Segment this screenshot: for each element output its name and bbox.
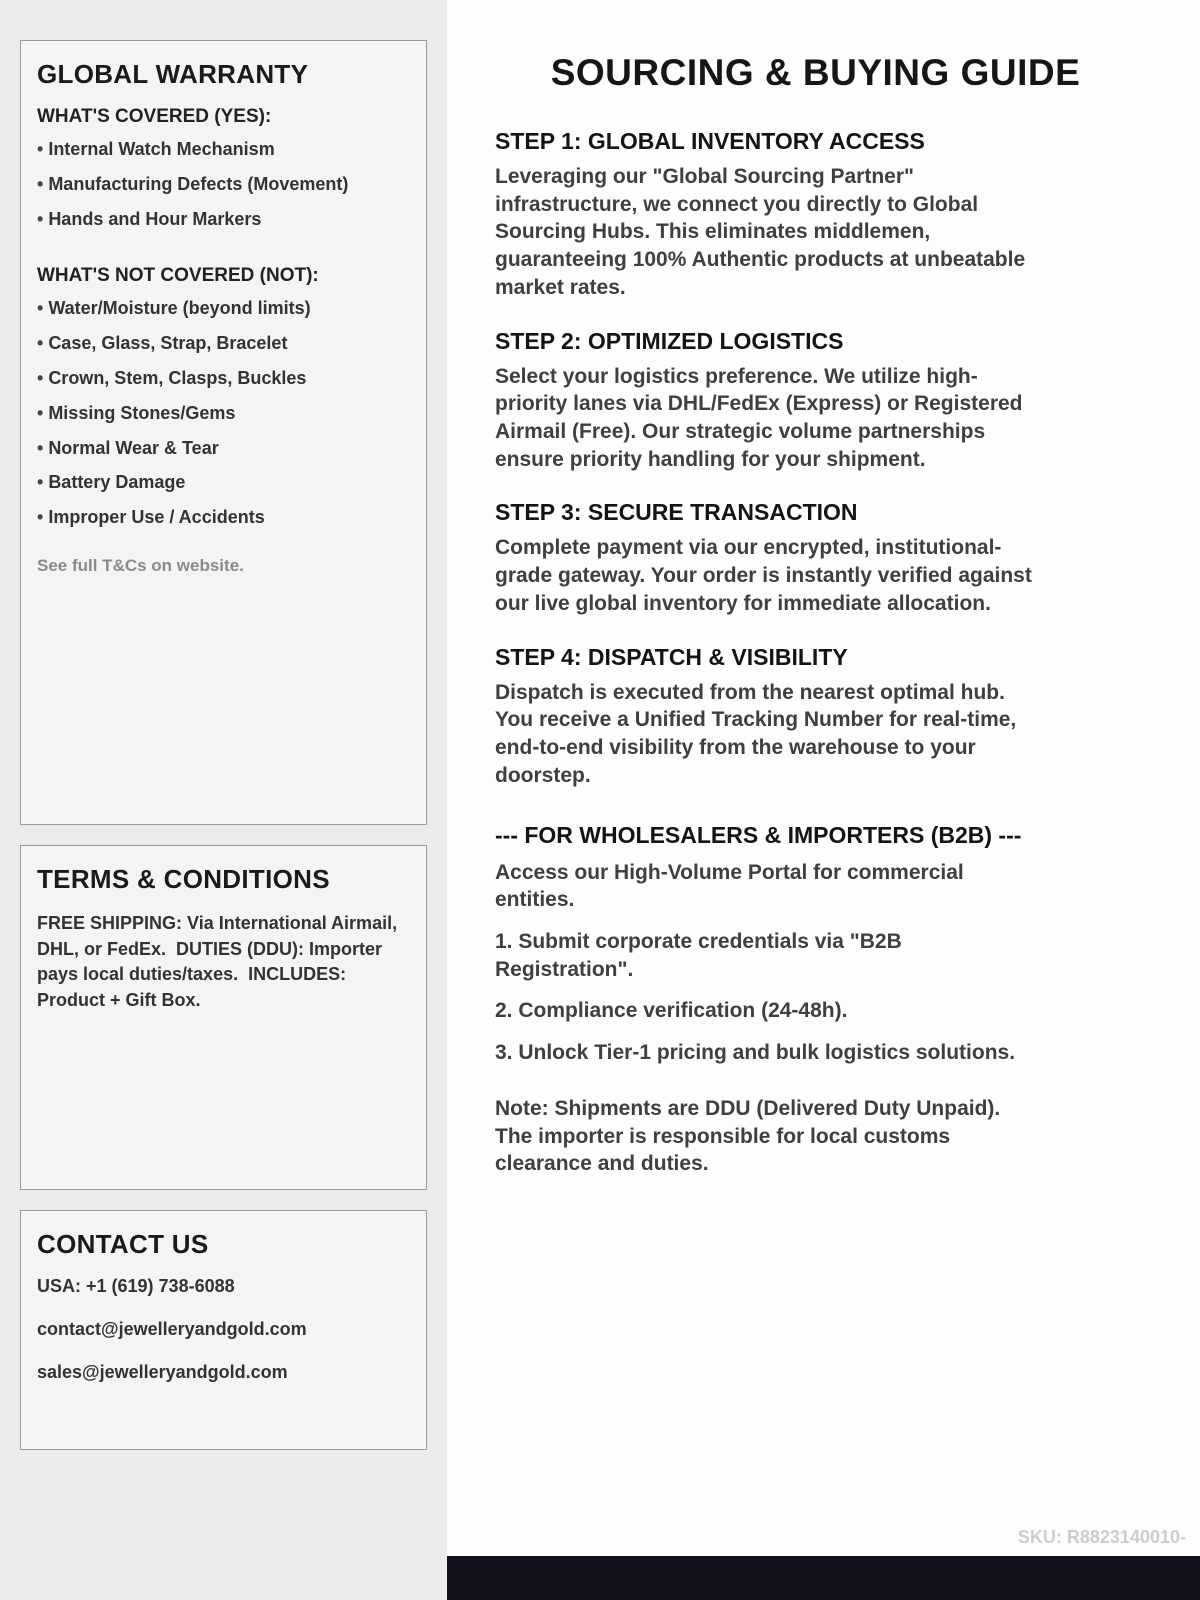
step-1-heading: STEP 1: GLOBAL INVENTORY ACCESS	[495, 128, 925, 154]
not-covered-item: • Improper Use / Accidents	[37, 508, 410, 528]
main-content	[447, 0, 1200, 1600]
step-3-heading: STEP 3: SECURE TRANSACTION	[495, 499, 858, 526]
contact-email-primary: contact@jewelleryandgold.com	[37, 1319, 307, 1339]
contact-title: CONTACT US	[37, 1229, 209, 1259]
b2b-intro: Access our High-Volume Portal for commercial entities.	[495, 860, 964, 912]
not-covered-item: • Normal Wear & Tear	[37, 439, 410, 459]
not-covered-title: WHAT'S NOT COVERED (NOT):	[37, 265, 319, 287]
footer-bar	[447, 1556, 1200, 1600]
warranty-footnote: See full T&Cs on website.	[37, 555, 244, 575]
contact-phone: USA: +1 (619) 738-6088	[37, 1276, 235, 1296]
contact-panel	[20, 1210, 427, 1450]
covered-item: • Internal Watch Mechanism	[37, 140, 410, 160]
covered-item: • Hands and Hour Markers	[37, 210, 410, 230]
covered-list	[37, 140, 410, 229]
b2b-heading: --- FOR WHOLESALERS & IMPORTERS (B2B) ---	[495, 821, 1022, 848]
terms-body: FREE SHIPPING: Via International Airmail, DHL, or FedEx. DUTIES (DDU): Importer pays local duties/taxes. INCLUDES: Product + Gift Box.	[37, 913, 403, 1010]
step-3-body: Complete payment via our encrypted, institutional-grade gateway. Your order is instantly verified against our live global inventory for immediate allocation.	[495, 536, 1032, 615]
not-covered-item: • Battery Damage	[37, 473, 410, 493]
contact-email-sales: sales@jewelleryandgold.com	[37, 1362, 288, 1382]
step-4-body: Dispatch is executed from the nearest optimal hub. You receive a Unified Tracking Number for real-time, end-to-end visibility from the warehouse to your doorstep.	[495, 680, 1017, 787]
step-2-section	[495, 328, 1136, 474]
step-1-body: Leveraging our "Global Sourcing Partner" infrastructure, we connect you directly to Global Sourcing Hubs. This eliminates middlemen, guaranteeing 100% Authentic products at unbeatable market rates.	[495, 165, 1026, 299]
not-covered-item: • Missing Stones/Gems	[37, 404, 410, 424]
page-title: SOURCING & BUYING GUIDE	[550, 52, 1081, 93]
terms-panel	[20, 845, 427, 1190]
not-covered-item: • Water/Moisture (beyond limits)	[37, 299, 410, 319]
terms-title: TERMS & CONDITIONS	[37, 864, 330, 894]
sku-label: SKU: R8823140010-	[1017, 1527, 1186, 1547]
warranty-title: GLOBAL WARRANTY	[37, 59, 309, 89]
b2b-step-item: 3. Unlock Tier-1 pricing and bulk logistics solutions.	[495, 1041, 1016, 1065]
step-1-section	[495, 128, 1136, 302]
step-3-section	[495, 499, 1136, 617]
step-4-heading: STEP 4: DISPATCH & VISIBILITY	[495, 643, 848, 670]
covered-title: WHAT'S COVERED (YES):	[37, 106, 272, 127]
not-covered-list	[37, 299, 410, 528]
b2b-step-item: 1. Submit corporate credentials via "B2B Registration".	[495, 929, 902, 981]
covered-item: • Manufacturing Defects (Movement)	[37, 175, 410, 195]
b2b-step-item: 2. Compliance verification (24-48h).	[495, 999, 848, 1023]
step-2-body: Select your logistics preference. We utilize high-priority lanes via DHL/FedEx (Express) or Registered Airmail (Free). Our strategic volume partnerships ensure priority handling for your shipment.	[495, 364, 1023, 471]
step-4-section	[495, 644, 1136, 790]
sidebar	[0, 0, 447, 1600]
b2b-note: Note: Shipments are DDU (Delivered Duty Unpaid). The importer is responsible for local customs clearance and duties.	[495, 1096, 1001, 1176]
step-2-heading: STEP 2: OPTIMIZED LOGISTICS	[495, 327, 844, 354]
warranty-panel	[20, 40, 427, 825]
b2b-section	[495, 822, 1136, 1178]
not-covered-item: • Case, Glass, Strap, Bracelet	[37, 334, 410, 354]
not-covered-item: • Crown, Stem, Clasps, Buckles	[37, 369, 410, 389]
